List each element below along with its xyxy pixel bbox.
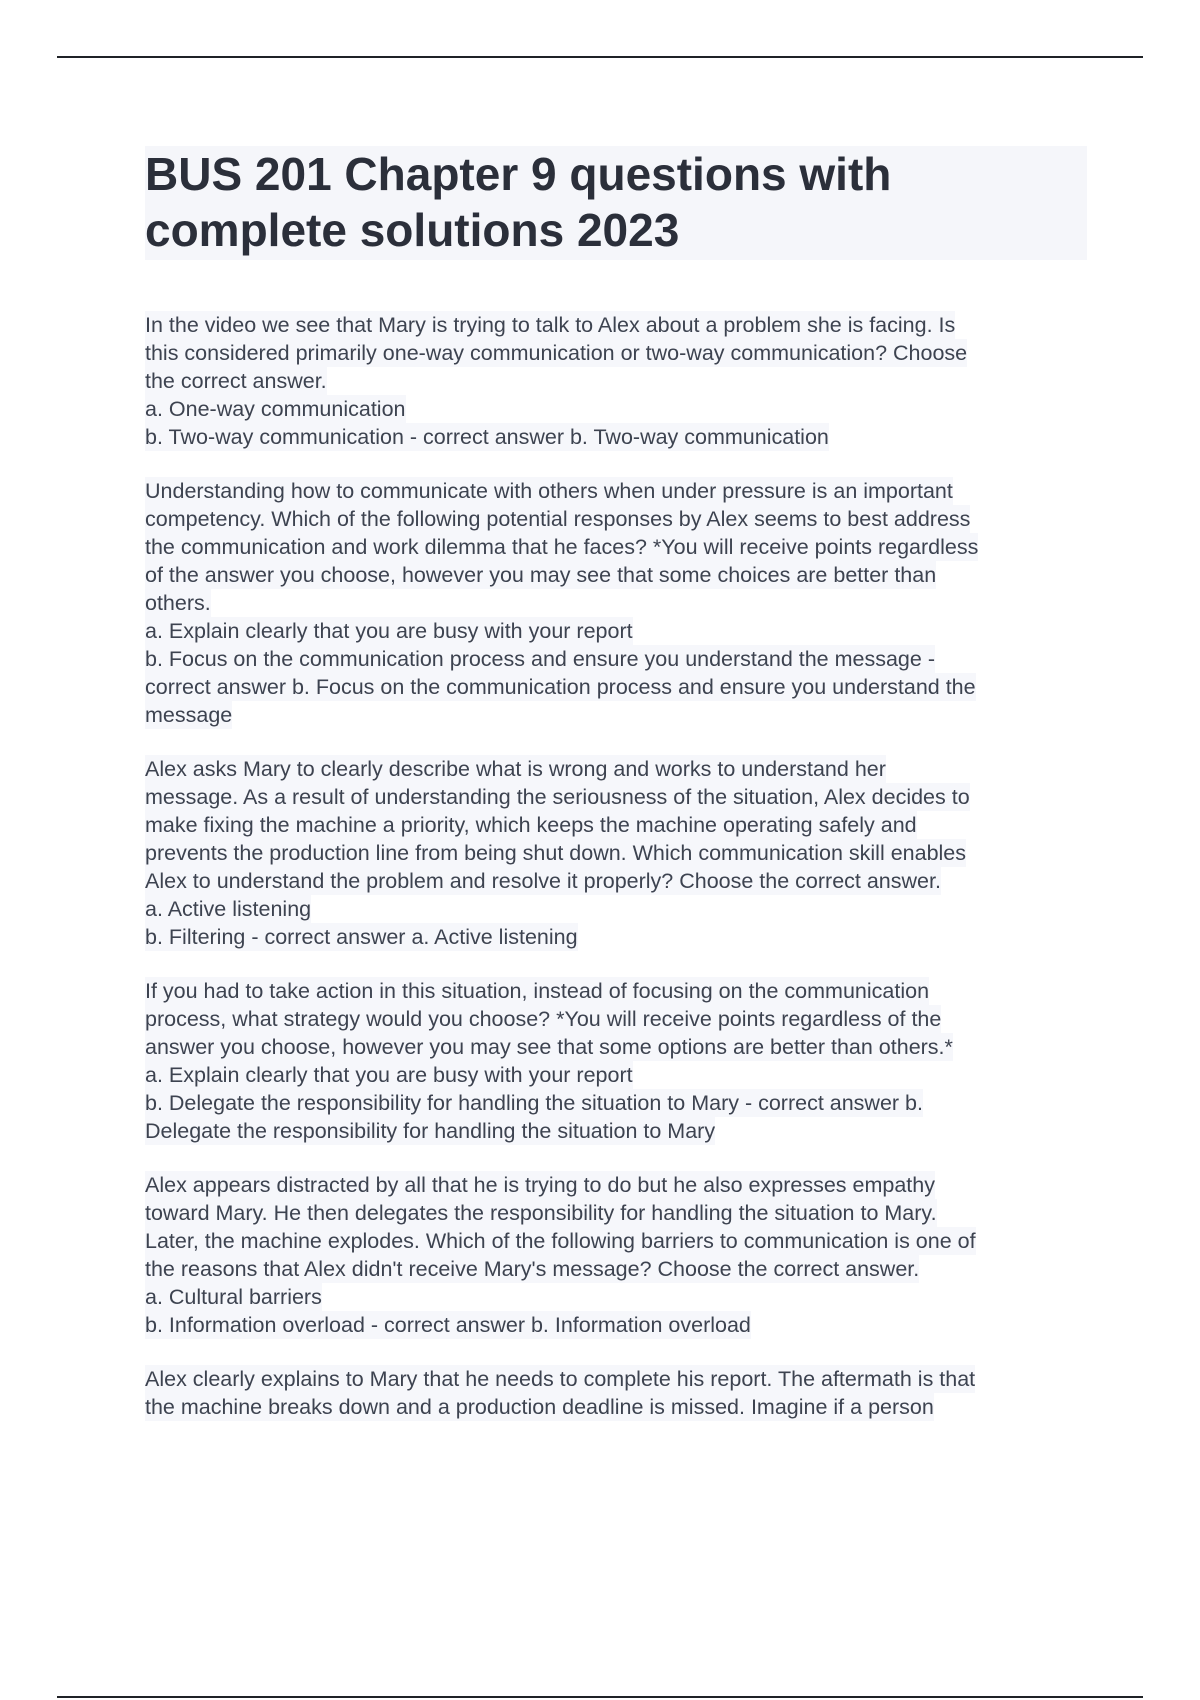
option-line: a. One-way communication	[145, 397, 406, 421]
text-line: Alex appears distracted by all that he is trying to do but he also expresses empathy	[145, 1173, 935, 1197]
question-block	[145, 977, 1090, 1145]
text-line: Alex asks Mary to clearly describe what is wrong and works to understand her	[145, 757, 886, 781]
question-block	[145, 477, 1090, 729]
answer-line: Delegate the responsibility for handling the situation to Mary	[145, 1119, 716, 1143]
text-line: the reasons that Alex didn't receive Mary's message? Choose the correct answer.	[145, 1257, 920, 1281]
bottom-rule	[57, 1696, 1143, 1698]
question-block	[145, 755, 1090, 951]
page-title	[145, 146, 1087, 260]
text-line: this considered primarily one-way communication or two-way communication? Choose	[145, 341, 968, 365]
option-line: a. Active listening	[145, 897, 312, 921]
text-line: of the answer you choose, however you may see that some choices are better than	[145, 563, 937, 587]
option-line: a. Cultural barriers	[145, 1285, 322, 1309]
question-block	[145, 1171, 1090, 1339]
text-line: Alex to understand the problem and resolve it properly? Choose the correct answer.	[145, 869, 941, 893]
title-block	[145, 146, 1087, 260]
top-rule	[57, 56, 1143, 58]
answer-line: b. Information overload - correct answer b. Information overload	[145, 1313, 751, 1337]
text-line: Understanding how to communicate with others when under pressure is an important	[145, 479, 953, 503]
question-block	[145, 311, 1090, 451]
question-block	[145, 1365, 1090, 1421]
text-line: process, what strategy would you choose? *You will receive points regardless of the	[145, 1007, 942, 1031]
option-line: a. Explain clearly that you are busy with your report	[145, 619, 633, 643]
text-line: make fixing the machine a priority, which keeps the machine operating safely and	[145, 813, 917, 837]
title-line: complete solutions 2023	[145, 204, 680, 256]
text-line: Alex clearly explains to Mary that he needs to complete his report. The aftermath is that	[145, 1367, 976, 1391]
text-line: Later, the machine explodes. Which of the following barriers to communication is one of	[145, 1229, 976, 1253]
text-line: toward Mary. He then delegates the responsibility for handling the situation to Mary.	[145, 1201, 937, 1225]
title-line: BUS 201 Chapter 9 questions with	[145, 148, 892, 200]
text-line: competency. Which of the following potential responses by Alex seems to best address	[145, 507, 971, 531]
text-line: message. As a result of understanding the seriousness of the situation, Alex decides to	[145, 785, 970, 809]
document-body	[145, 311, 1090, 1447]
answer-line: b. Two-way communication - correct answer b. Two-way communication	[145, 425, 829, 449]
text-line: prevents the production line from being shut down. Which communication skill enables	[145, 841, 967, 865]
answer-line: message	[145, 703, 233, 727]
text-line: answer you choose, however you may see that some options are better than others.*	[145, 1035, 953, 1059]
answer-line: correct answer b. Focus on the communication process and ensure you understand the	[145, 675, 976, 699]
answer-line: b. Filtering - correct answer a. Active listening	[145, 925, 578, 949]
text-line: If you had to take action in this situation, instead of focusing on the communication	[145, 979, 930, 1003]
answer-line: b. Delegate the responsibility for handling the situation to Mary - correct answer b.	[145, 1091, 923, 1115]
text-line: the machine breaks down and a production deadline is missed. Imagine if a person	[145, 1395, 934, 1419]
answer-line: b. Focus on the communication process and ensure you understand the message -	[145, 647, 935, 671]
text-line: the correct answer.	[145, 369, 327, 393]
text-line: In the video we see that Mary is trying to talk to Alex about a problem she is facing. Is	[145, 313, 956, 337]
text-line: the communication and work dilemma that he faces? *You will receive points regardless	[145, 535, 979, 559]
text-line: others.	[145, 591, 211, 615]
option-line: a. Explain clearly that you are busy with your report	[145, 1063, 633, 1087]
